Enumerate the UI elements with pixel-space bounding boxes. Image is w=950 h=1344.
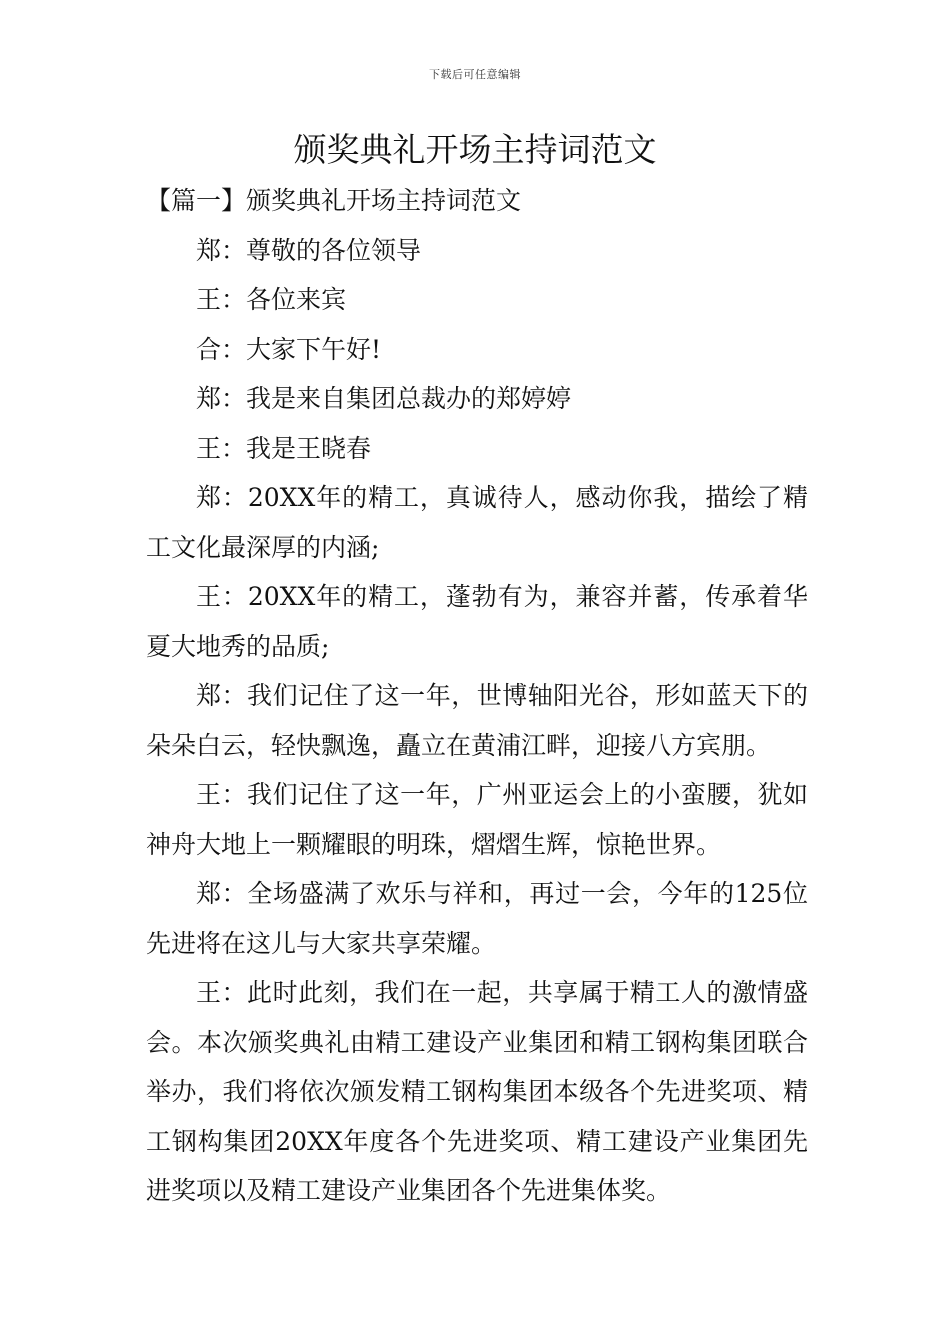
paragraph: 合：大家下午好!	[196, 334, 382, 364]
paragraph: 王：此时此刻，我们在一起，共享属于精工人的激情盛会。本次颁奖典礼由精工建设产业集团和精工钢构集团联合举办，我们将依次颁发精工钢构集团本级各个先进奖项、精工钢构集团20XX年度各个先进奖项、精工建设产业集团先进奖项以及精工建设产业集团各个先进集体奖。	[146, 978, 808, 1205]
header-note: 下载后可任意编辑	[429, 68, 521, 81]
document-body	[146, 176, 808, 1216]
paragraph: 郑：全场盛满了欢乐与祥和，再过一会，今年的125位先进将在这儿与大家共享荣耀。	[146, 879, 808, 958]
paragraph: 王：20XX年的精工，蓬勃有为，兼容并蓄，传承着华夏大地秀的品质;	[146, 582, 808, 661]
paragraph: 郑：20XX年的精工，真诚待人，感动你我，描绘了精工文化最深厚的内涵;	[146, 483, 808, 562]
paragraph: 郑：尊敬的各位领导	[196, 235, 422, 265]
paragraph: 王：我们记住了这一年，广州亚运会上的小蛮腰，犹如神舟大地上一颗耀眼的明珠，熠熠生辉，惊艳世界。	[146, 780, 808, 859]
paragraph: 郑：我们记住了这一年，世博轴阳光谷，形如蓝天下的朵朵白云，轻快飘逸，矗立在黄浦江畔，迎接八方宾朋。	[146, 681, 808, 760]
paragraph: 王：各位来宾	[196, 285, 347, 314]
document-title: 颁奖典礼开场主持词范文	[293, 130, 657, 169]
section-heading: 【篇一】颁奖典礼开场主持词范文	[146, 186, 522, 215]
paragraph: 王：我是王晓春	[196, 433, 372, 463]
paragraph: 郑：我是来自集团总裁办的郑婷婷	[196, 384, 572, 413]
